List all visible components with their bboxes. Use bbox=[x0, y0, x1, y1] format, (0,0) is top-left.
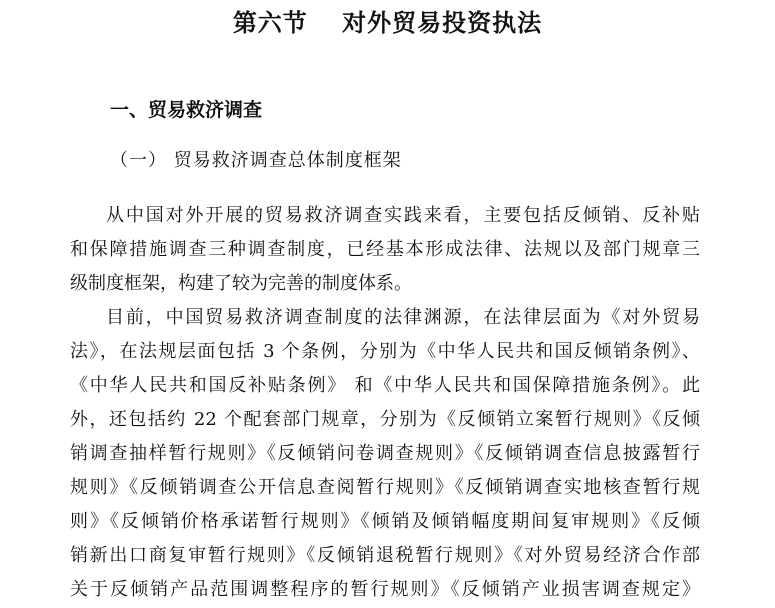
text-line: 《中华人民共和国反补贴条例》 和《中华人民共和国保障措施条例》。此 bbox=[70, 375, 700, 396]
section-title: 第六节 对外贸易投资执法 bbox=[232, 9, 543, 37]
text-line: 目前，中国贸易救济调查制度的法律渊源，在法律层面为《对外贸易 bbox=[106, 307, 700, 328]
text-line: 销新出口商复审暂行规则》《反倾销退税暂行规则》《对外贸易经济合作部 bbox=[70, 545, 700, 566]
text-line: 法》，在法规层面包括 3 个条例，分别为《中华人民共和国反倾销条例》、 bbox=[70, 341, 700, 362]
text-line: 级制度框架，构建了较为完善的制度体系。 bbox=[70, 273, 412, 294]
text-line: 销调查抽样暂行规则》《反倾销问卷调查规则》《反倾销调查信息披露暂行 bbox=[70, 443, 700, 464]
text-line: 关于反倾销产品范围调整程序的暂行规则》《反倾销产业损害调查规定》 bbox=[70, 579, 700, 600]
text-line: 外，还包括约 22 个配套部门规章，分别为《反倾销立案暂行规则》《反倾 bbox=[70, 409, 700, 430]
body-text bbox=[70, 199, 700, 607]
paragraph-1 bbox=[70, 199, 700, 301]
text-line: 和保障措施调查三种调查制度，已经基本形成法律、法规以及部门规章三 bbox=[70, 239, 700, 260]
paragraph-2 bbox=[70, 301, 700, 607]
text-line: 则》《反倾销价格承诺暂行规则》《倾销及倾销幅度期间复审规则》《反倾 bbox=[70, 511, 700, 532]
heading-trade-remedy-investigation: 一、贸易救济调查 bbox=[110, 99, 263, 121]
text-line: 从中国对外开展的贸易救济调查实践来看，主要包括反倾销、反补贴 bbox=[106, 205, 700, 226]
text-line: 规则》《反倾销调查公开信息查阅暂行规则》《反倾销调查实地核查暂行规 bbox=[70, 477, 700, 498]
subheading-institutional-framework: （一） 贸易救济调查总体制度框架 bbox=[110, 150, 402, 171]
